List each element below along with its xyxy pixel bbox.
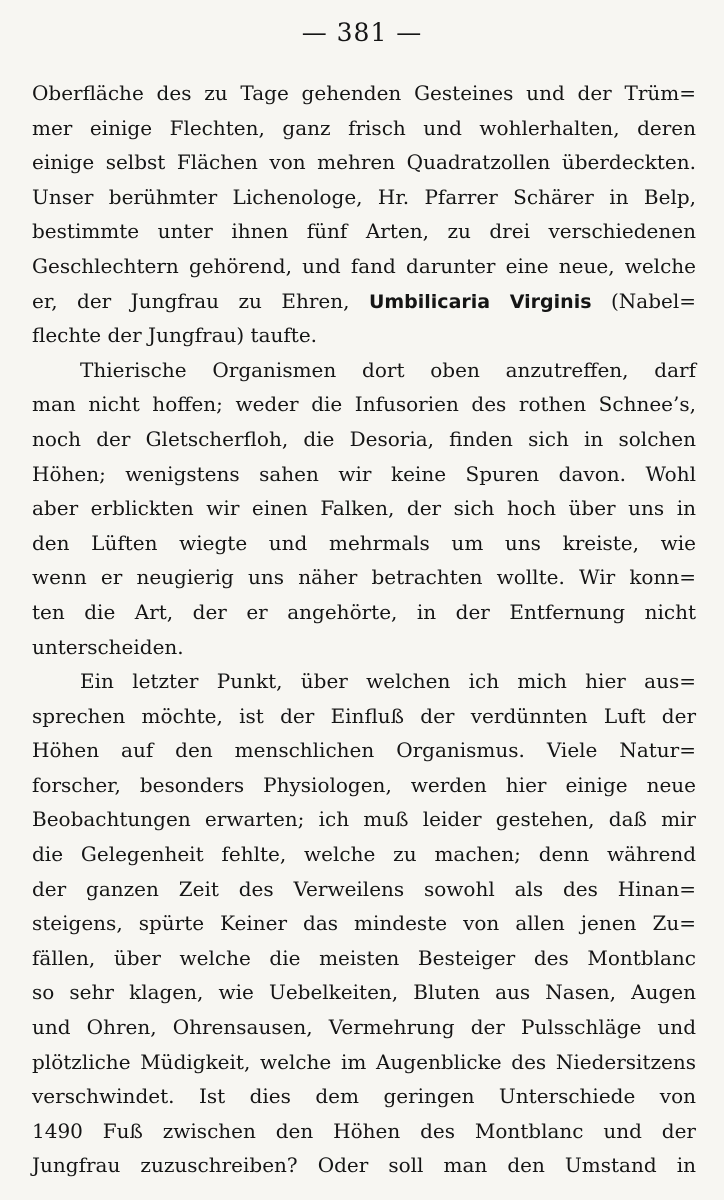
text-line: bestimmte unter ihnen fünf Arten, zu drei verschiedenen xyxy=(32,219,696,244)
text-line: die Gelegenheit fehlte, welche zu machen; denn während xyxy=(32,842,696,867)
text-line: 1490 Fuß zwischen den Höhen des Montblanc und der xyxy=(32,1118,696,1143)
text-line: Höhen auf den menschlichen Organismus. Viele Natur= xyxy=(32,738,696,763)
text-line: forscher, besonders Physiologen, werden hier einige neue xyxy=(32,772,696,797)
body-text xyxy=(32,76,696,1183)
text-fragment: (Nabel= xyxy=(591,288,697,313)
text-line: Höhen; wenigstens sahen wir keine Spuren davon. Wohl xyxy=(32,461,696,486)
text-line: Jungfrau zuzuschreiben? Oder soll man den Umstand in xyxy=(32,1153,696,1178)
text-line: einige selbst Flächen von mehren Quadratzollen überdeckten. xyxy=(32,150,696,175)
text-line: so sehr klagen, wie Uebelkeiten, Bluten aus Nasen, Augen xyxy=(32,980,696,1005)
text-fragment: er, der Jungfrau zu Ehren, xyxy=(32,288,350,313)
text-line: den Lüften wiegte und mehrmals um uns kreiste, wie xyxy=(32,530,696,555)
text-line: fällen, über welche die meisten Besteiger des Montblanc xyxy=(32,945,696,970)
text-line: Unser berühmter Lichenologe, Hr. Pfarrer Schärer in Belp, xyxy=(32,184,696,209)
text-line: unterscheiden. xyxy=(32,634,184,659)
text-line: flechte der Jungfrau) taufte. xyxy=(32,323,318,348)
text-line: und Ohren, Ohrensausen, Vermehrung der Pulsschläge und xyxy=(32,1015,696,1040)
species-name: Umbilicaria Virginis xyxy=(368,290,592,313)
text-line: verschwindet. Ist dies dem geringen Unterschiede von xyxy=(32,1084,696,1109)
text-line: ten die Art, der er angehörte, in der Entfernung nicht xyxy=(32,599,696,624)
text-line: Beobachtungen erwarten; ich muß leider gestehen, daß mir xyxy=(32,807,696,832)
page-number: — 381 — xyxy=(301,18,423,47)
paragraph-start: Thierische Organismen dort oben anzutreffen, darf xyxy=(80,357,696,382)
text-line: steigens, spürte Keiner das mindeste von allen jenen Zu= xyxy=(32,911,696,936)
text-line: plötzliche Müdigkeit, welche im Augenblicke des Niedersitzens xyxy=(32,1049,696,1074)
text-line-with-species xyxy=(32,284,696,319)
text-line: mer einige Flechten, ganz frisch und wohlerhalten, deren xyxy=(32,115,696,140)
text-line: Oberfläche des zu Tage gehenden Gesteines und der Trüm= xyxy=(32,81,696,105)
text-line: man nicht hoffen; weder die Infusorien des rothen Schnee’s, xyxy=(32,392,696,417)
text-line: wenn er neugierig uns näher betrachten wollte. Wir konn= xyxy=(32,565,696,590)
paragraph-start: Ein letzter Punkt, über welchen ich mich hier aus= xyxy=(80,669,696,694)
text-line: noch der Gletscherfloh, die Desoria, finden sich in solchen xyxy=(32,426,696,451)
text-line: Geschlechtern gehörend, und fand darunter eine neue, welche xyxy=(32,253,696,278)
text-line: aber erblickten wir einen Falken, der sich hoch über uns in xyxy=(32,496,696,521)
text-line: sprechen möchte, ist der Einfluß der verdünnten Luft der xyxy=(32,703,696,728)
text-line: der ganzen Zeit des Verweilens sowohl als des Hinan= xyxy=(32,876,696,901)
